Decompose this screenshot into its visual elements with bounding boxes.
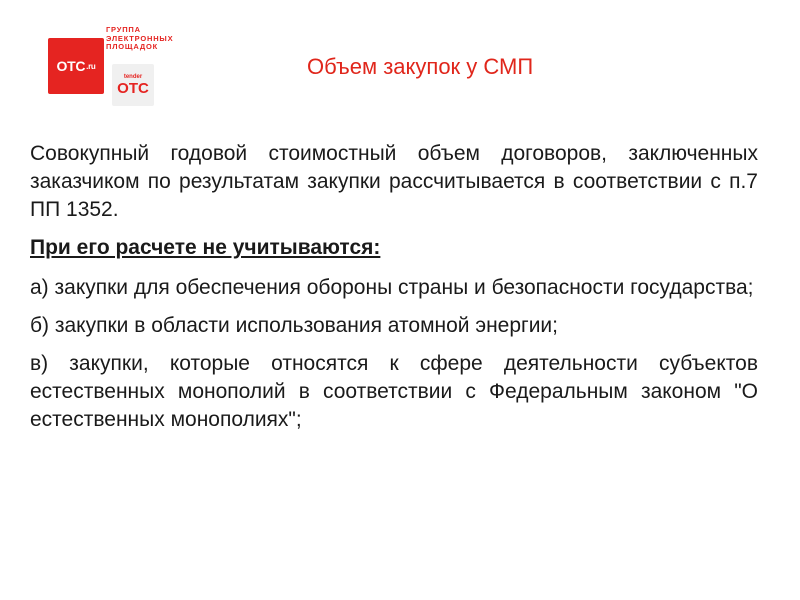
exclusions-heading: При его расчете не учитываются: — [30, 236, 381, 259]
tender-otc-logo — [112, 64, 154, 106]
logo-group-line: ПЛОЩАДОК — [106, 42, 158, 51]
logo-group-caption — [106, 26, 173, 52]
exclusion-item-a: а) закупки для обеспечения обороны страны и безопасности государства; — [30, 276, 754, 299]
exclusion-item-c: в) закупки, которые относятся к сфере деятельности субъектов естественных монополий в соответствии с Федеральным законом "О естественных монополиях"; — [30, 352, 758, 431]
otc-logo-text: OTC — [56, 58, 86, 74]
company-logo — [48, 26, 188, 106]
logo-group-line: ЭЛЕКТРОННЫХ — [106, 33, 174, 43]
otc-logo-suffix: .ru — [86, 61, 96, 71]
intro-paragraph: Совокупный годовой стоимостный объем договоров, заключенных заказчиком по результатам закупки рассчитывается в соответствии с п.7 ПП 1352. — [30, 142, 758, 221]
tender-logo-small-text: tender — [123, 74, 143, 80]
slide-title: Объем закупок у СМП — [307, 54, 534, 79]
tender-logo-big-text: OTC — [117, 80, 149, 97]
slide-body — [30, 140, 758, 444]
logo-group-line: ГРУППА — [106, 25, 141, 34]
otc-logo-badge — [48, 38, 104, 94]
exclusion-item-b: б) закупки в области использования атомной энергии; — [30, 314, 558, 337]
